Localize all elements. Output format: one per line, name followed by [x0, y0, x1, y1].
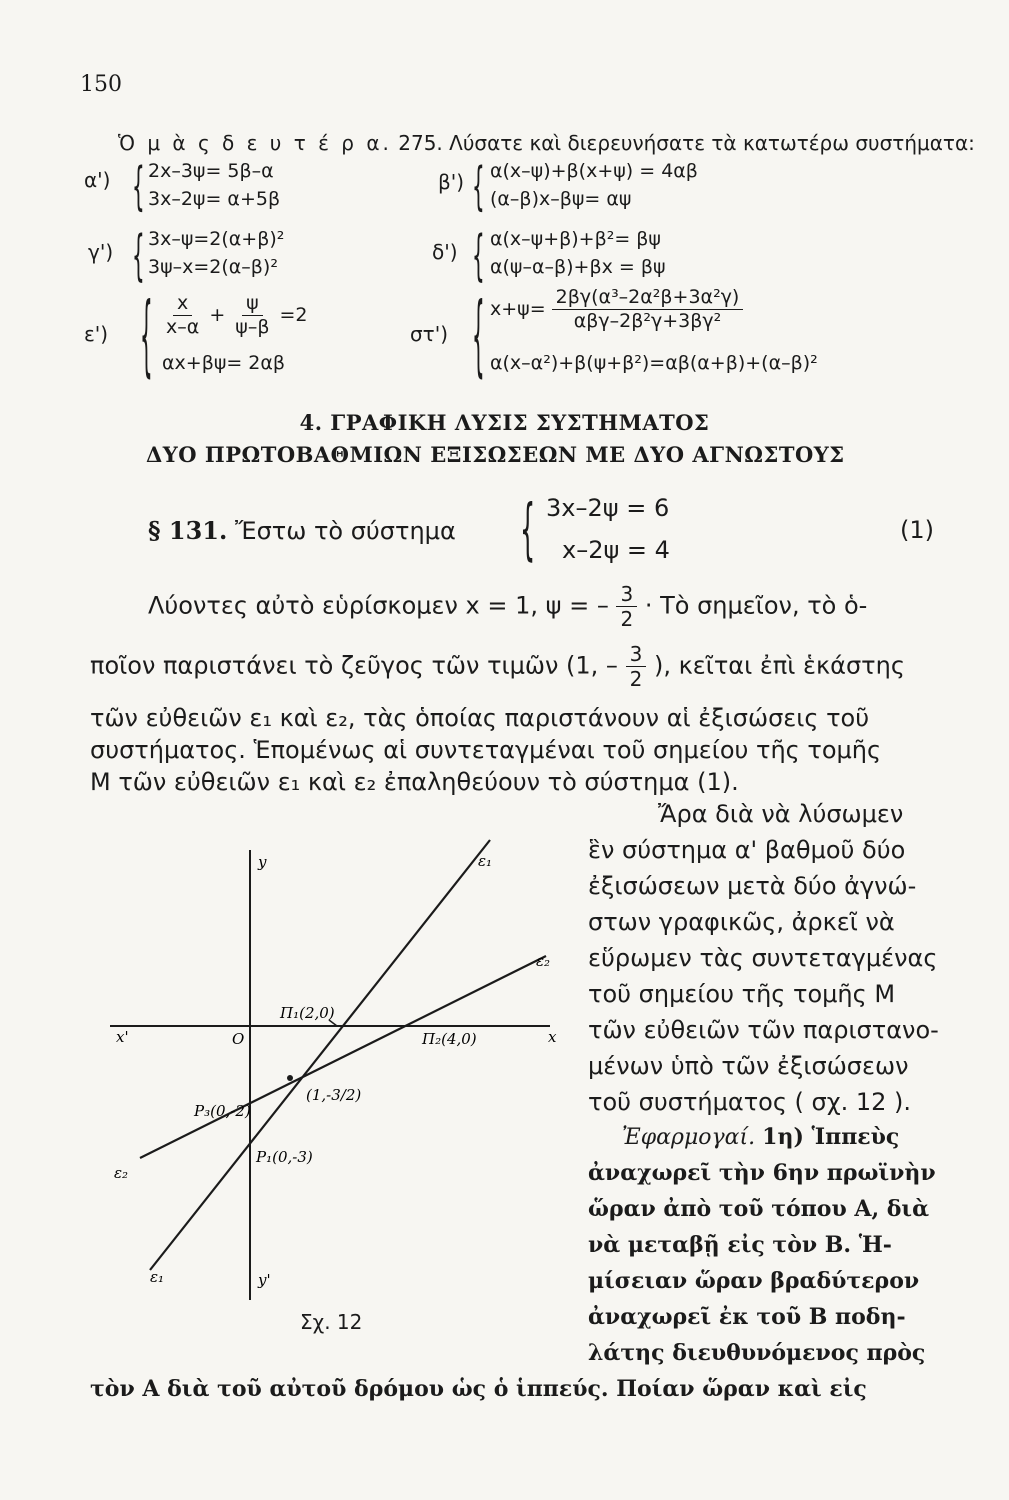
right-line-9: τοῦ συστήματος ( σχ. 12 ).: [588, 1088, 912, 1116]
line-e1: [150, 840, 493, 1270]
system-f-lhs: x+ψ=: [490, 297, 546, 320]
system-e-brace: {: [140, 281, 153, 387]
text-line-1-b: · Τὸ σημεῖον, τὸ ὁ-: [644, 591, 868, 620]
par131-brace: {: [520, 490, 536, 569]
application-first-bold: 1η) Ἱππεὺς: [762, 1124, 900, 1150]
text-line-2-frac: [626, 642, 647, 691]
system-d-eq1: α(x–ψ+β)+β²= βψ: [490, 228, 661, 250]
right-line-7: τῶν εὐθειῶν τῶν παριστανο-: [588, 1016, 939, 1044]
intersection-label: (1,-3/2): [306, 1086, 362, 1104]
section-title-line1: 4. ΓΡΑΦΙΚΗ ΛΥΣΙΣ ΣΥΣΤΗΜΑΤΟΣ: [299, 410, 710, 435]
system-e-rhs: =2: [279, 303, 308, 326]
text-line-1-a: Λύοντες αὐτὸ εὑρίσκομεν x = 1, ψ = –: [148, 591, 609, 620]
right-line-8: μένων ὑπὸ τῶν ἐξισώσεων: [588, 1052, 909, 1080]
system-c-label: γ'): [88, 240, 114, 264]
text-line-3: τῶν εὐθειῶν ε₁ καὶ ε₂, τὰς ὁποίας παριστάνουν αἱ ἐξισώσεις τοῦ: [90, 704, 870, 732]
right-line-6: τοῦ σημείου τῆς τομῆς Μ: [588, 980, 896, 1008]
origin-label: O: [232, 1030, 245, 1048]
par131-number: § 131.: [148, 516, 228, 545]
application-label: Ἐφαρμογαί.: [622, 1125, 756, 1150]
text-line-4: συστήματος. Ἑπομένως αἱ συντεταγμέναι τοῦ σημείου τῆς τομῆς: [90, 736, 882, 764]
system-a-brace: {: [132, 154, 145, 218]
system-e-eq1: [162, 292, 308, 339]
system-e-frac2: [231, 292, 273, 339]
system-b-brace: {: [472, 154, 485, 218]
right-line-2: ἓν σύστημα α' βαθμοῦ δύο: [588, 836, 906, 864]
system-a-eq1: 2x–3ψ= 5β–α: [148, 160, 274, 182]
system-e-label: ε'): [84, 322, 109, 346]
system-e-frac2-den: ψ–β: [235, 315, 270, 338]
p1-label: Π₁(2,0): [280, 1004, 335, 1022]
text-line-2-frac-num: 3: [626, 642, 647, 667]
e1-top-label: ε₁: [478, 852, 493, 870]
e2-bottom-label: ε₂: [114, 1164, 129, 1182]
system-f-frac: [552, 286, 744, 333]
system-e-frac1-den: x–α: [166, 315, 200, 338]
application-last-line: τὸν Α διὰ τοῦ αὐτοῦ δρόμου ὡς ὁ ἱππεύς. Ποίαν ὥραν καὶ εἰς: [90, 1376, 867, 1402]
system-e-frac2-num: ψ: [242, 292, 263, 316]
x-prime-axis-label: x': [116, 1028, 129, 1046]
x-axis-label: x: [548, 1028, 557, 1046]
line-e2: [140, 956, 546, 1158]
exercises-heading: [118, 131, 975, 155]
system-d-eq2: α(ψ–α–β)+βx = βψ: [490, 256, 666, 278]
application-line-3: νὰ μεταβῇ εἰς τὸν Β. Ἡ-: [588, 1232, 892, 1258]
text-line-2-b: ), κεῖται ἐπὶ ἑκάστης: [653, 651, 905, 680]
system-c-eq2: 3ψ–x=2(α–β)²: [148, 256, 278, 278]
y-prime-axis-label: y': [258, 1271, 271, 1289]
system-f-eq1: [490, 286, 743, 333]
text-line-2-a: ποῖον παριστάνει τὸ ζεῦγος τῶν τιμῶν (1, –: [90, 651, 618, 680]
system-c-eq1: 3x–ψ=2(α+β)²: [148, 228, 285, 250]
figure-caption: Σχ. 12: [300, 1310, 363, 1334]
system-b-label: β'): [438, 170, 465, 194]
system-e-frac1-num: x: [173, 292, 192, 316]
system-f-label: στ'): [410, 322, 449, 346]
text-line-2: [90, 642, 905, 691]
application-first-line: [622, 1124, 899, 1150]
right-line-1: Ἄρα διὰ νὰ λύσωμεν: [658, 800, 904, 828]
right-line-4: στων γραφικῶς, ἀρκεῖ νὰ: [588, 908, 895, 936]
par131-eq2: x–2ψ = 4: [562, 536, 670, 564]
y-axis-label: y: [258, 853, 267, 871]
p3-label: P₃(0,-2): [194, 1102, 251, 1120]
exercises-group-label: Ὁ μ ὰ ς δ ε υ τ έ ρ α.: [118, 131, 392, 155]
system-e-plus: +: [209, 303, 226, 326]
application-line-5: ἀναχωρεῖ ἐκ τοῦ Β ποδη-: [588, 1304, 906, 1330]
text-line-1: [148, 582, 867, 631]
application-line-6: λάτης διευθυνόμενος πρὸς: [588, 1340, 926, 1366]
exercise-275-instruction: 275. Λύσατε καὶ διερευνήσατε τὰ κατωτέρω συστήματα:: [398, 131, 975, 155]
section-title-line2: ΔΥΟ ΠΡΩΤΟΒΑΘΜΙΩΝ ΕΞΙΣΩΣΕΩΝ ΜΕ ΔΥΟ ΑΓΝΩΣΤΟΥΣ: [146, 442, 845, 467]
system-d-label: δ'): [432, 240, 458, 264]
system-c-brace: {: [132, 222, 145, 288]
system-d-brace: {: [472, 222, 485, 288]
e2-top-label: ε₂: [536, 952, 551, 970]
p2-label: Π₂(4,0): [422, 1030, 477, 1048]
system-f-num: 2βγ(α³–2α²β+3α²γ): [552, 286, 744, 310]
system-f-eq2: α(x–α²)+β(ψ+β²)=αβ(α+β)+(α–β)²: [490, 352, 818, 374]
par131-intro-line: [148, 516, 456, 545]
text-line-1-frac-num: 3: [616, 582, 637, 607]
system-b-eq1: α(x–ψ)+β(x+ψ) = 4αβ: [490, 160, 698, 182]
system-a-eq2: 3x–2ψ= α+5β: [148, 188, 281, 210]
par131-eq1: 3x–2ψ = 6: [546, 494, 670, 522]
system-b-eq2: (α–β)x–βψ= αψ: [490, 188, 632, 210]
right-line-5: εὕρωμεν τὰς συντεταγμένας: [588, 944, 938, 972]
text-line-5: Μ τῶν εὐθειῶν ε₁ καὶ ε₂ ἐπαληθεύουν τὸ σύστημα (1).: [90, 768, 739, 796]
p4-label: P₁(0,-3): [256, 1148, 313, 1166]
system-e-frac1: [162, 292, 203, 339]
system-f-brace: {: [472, 281, 485, 387]
application-line-4: μίσειαν ὥραν βραδύτερον: [588, 1268, 920, 1294]
page-number: 150: [80, 72, 122, 97]
application-line-1: ἀναχωρεῖ τὴν 6ην πρωϊνὴν: [588, 1160, 936, 1186]
application-line-2: ὥραν ἀπὸ τοῦ τόπου Α, διὰ: [588, 1196, 930, 1222]
par131-intro: Ἔστω τὸ σύστημα: [235, 517, 456, 545]
par131-equation-tag: (1): [900, 516, 934, 544]
system-f-den: αβγ–2β²γ+3βγ²: [573, 309, 722, 332]
intersection-point: [287, 1075, 293, 1081]
system-e-eq2: αx+βψ= 2αβ: [162, 352, 286, 374]
figure-12: [100, 830, 580, 1310]
text-line-2-frac-den: 2: [629, 667, 643, 691]
text-line-1-frac-den: 2: [620, 607, 634, 631]
text-line-1-frac: [616, 582, 637, 631]
right-line-3: ἐξισώσεων μετὰ δύο ἀγνώ-: [588, 872, 917, 900]
system-a-label: α'): [84, 168, 111, 192]
e1-bottom-label: ε₁: [150, 1268, 165, 1286]
